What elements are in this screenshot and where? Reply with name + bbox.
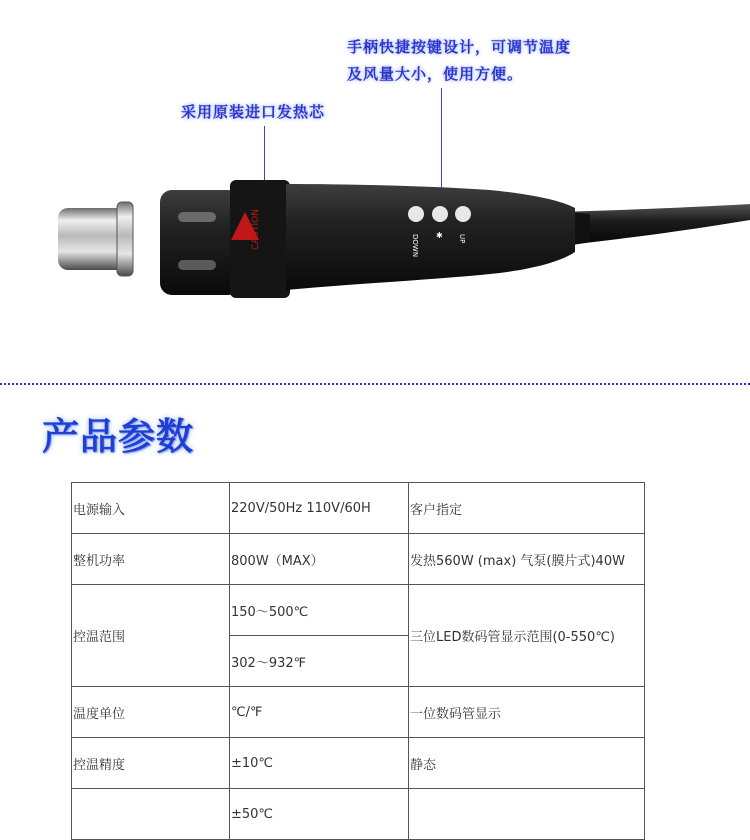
param-name: 控温精度 [72, 738, 230, 789]
param-value: ℃/℉ [230, 687, 409, 738]
table-row [72, 687, 645, 738]
set-button [432, 206, 448, 222]
param-value: ±10℃ [230, 738, 409, 789]
param-name [72, 789, 230, 840]
param-note: 静态 [409, 738, 645, 789]
param-value: 220V/50Hz 110V/60H [230, 483, 409, 534]
param-name: 整机功率 [72, 534, 230, 585]
metal-nozzle [58, 208, 126, 270]
up-button [455, 206, 471, 222]
param-value: 800W（MAX） [230, 534, 409, 585]
table-row [72, 534, 645, 585]
param-name: 电源输入 [72, 483, 230, 534]
section-title: 产品参数 [42, 415, 194, 458]
handle-callout [347, 34, 571, 88]
param-value-alt: 302～932℉ [230, 636, 409, 687]
param-note: 三位LED数码管显示范围(0-550℃) [409, 585, 645, 687]
param-note: 客户指定 [409, 483, 645, 534]
set-glyph: ✱ [436, 231, 443, 240]
spec-table [71, 482, 645, 840]
param-note: 一位数码管显示 [409, 687, 645, 738]
param-name: 温度单位 [72, 687, 230, 738]
table-row [72, 585, 645, 636]
core-callout: 采用原装进口发热芯 [181, 103, 326, 121]
param-value: ±50℃ [230, 789, 409, 840]
heat-gun-handle-image [0, 150, 750, 350]
vented-head [160, 190, 240, 295]
table-row [72, 738, 645, 789]
vent-slot [178, 212, 216, 222]
vent-slot [178, 260, 216, 270]
section-divider [0, 383, 750, 385]
up-label: UP [458, 234, 466, 244]
handle-body [286, 184, 575, 290]
down-button [408, 206, 424, 222]
param-note: 发热560W (max) 气泵(膜片式)40W [409, 534, 645, 585]
handle-callout-line2: 及风量大小，使用方便。 [347, 65, 524, 83]
nozzle-ring [117, 202, 133, 276]
handle-callout-line1: 手柄快捷按键设计，可调节温度 [347, 38, 572, 56]
down-label: DOWN [411, 234, 419, 258]
table-row [72, 483, 645, 534]
caution-label: CAUTION [251, 209, 261, 250]
param-note [409, 789, 645, 840]
param-name: 控温范围 [72, 585, 230, 687]
table-row [72, 789, 645, 840]
param-value: 150～500℃ [230, 585, 409, 636]
